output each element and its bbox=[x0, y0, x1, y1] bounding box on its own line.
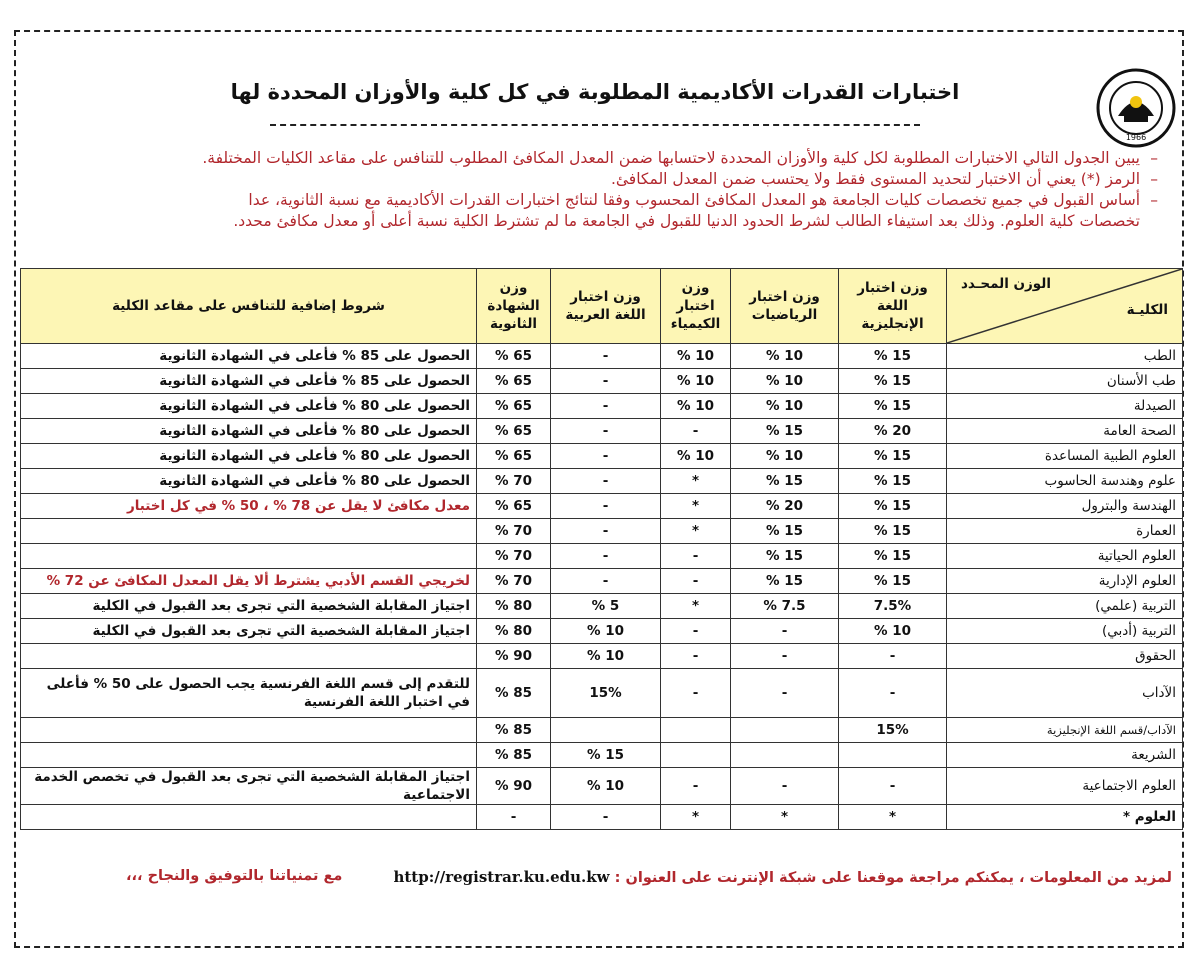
cell-math: * bbox=[731, 805, 839, 830]
cell-faculty: الآداب/قسم اللغة الإنجليزية bbox=[947, 718, 1183, 743]
cell-math: 7.5 % bbox=[731, 594, 839, 619]
note-line: يبين الجدول التالي الاختبارات المطلوبة لكل كلية والأوزان المحددة لاحتسابها ضمن المعدل المكافئ المطلوب للتنافس على مقاعد الكليات المختلفة. bbox=[202, 149, 1140, 167]
table-row bbox=[21, 344, 1183, 369]
cell-arabic: 10 % bbox=[551, 644, 661, 669]
table-row bbox=[21, 494, 1183, 519]
header-corner bbox=[947, 269, 1183, 344]
cell-english: 15 % bbox=[839, 519, 947, 544]
cell-conditions: اجتياز المقابلة الشخصية التي تجرى بعد القبول في الكلية bbox=[21, 619, 477, 644]
cell-math: 15 % bbox=[731, 519, 839, 544]
cell-english: 15 % bbox=[839, 569, 947, 594]
cell-arabic: 5 % bbox=[551, 594, 661, 619]
cell-math: 10 % bbox=[731, 444, 839, 469]
header-chemistry: وزن اختبار الكيمياء bbox=[661, 269, 731, 344]
cell-math bbox=[731, 743, 839, 768]
cell-faculty: التربية (أدبي) bbox=[947, 619, 1183, 644]
cell-conditions bbox=[21, 519, 477, 544]
page-title: اختبارات القدرات الأكاديمية المطلوبة في كل كلية والأوزان المحددة لها bbox=[230, 80, 960, 104]
cell-secondary: 70 % bbox=[477, 519, 551, 544]
cell-arabic: - bbox=[551, 444, 661, 469]
cell-arabic: - bbox=[551, 419, 661, 444]
table-row bbox=[21, 444, 1183, 469]
cell-faculty: علوم وهندسة الحاسوب bbox=[947, 469, 1183, 494]
cell-arabic: - bbox=[551, 344, 661, 369]
cell-english: 15 % bbox=[839, 394, 947, 419]
cell-arabic bbox=[551, 718, 661, 743]
cell-math: - bbox=[731, 644, 839, 669]
cell-chemistry: - bbox=[661, 644, 731, 669]
cell-arabic: - bbox=[551, 469, 661, 494]
table-row bbox=[21, 718, 1183, 743]
table-row bbox=[21, 594, 1183, 619]
cell-faculty: الشريعة bbox=[947, 743, 1183, 768]
cell-faculty: العلوم الاجتماعية bbox=[947, 768, 1183, 805]
cell-chemistry: - bbox=[661, 419, 731, 444]
cell-english: 20 % bbox=[839, 419, 947, 444]
cell-math: - bbox=[731, 619, 839, 644]
cell-secondary: 65 % bbox=[477, 369, 551, 394]
cell-chemistry: * bbox=[661, 494, 731, 519]
cell-secondary: 70 % bbox=[477, 569, 551, 594]
cell-chemistry: 10 % bbox=[661, 369, 731, 394]
table-row bbox=[21, 419, 1183, 444]
cell-english bbox=[839, 743, 947, 768]
note-item bbox=[88, 190, 1158, 232]
cell-chemistry: - bbox=[661, 768, 731, 805]
cell-arabic: 15% bbox=[551, 669, 661, 718]
cell-chemistry bbox=[661, 718, 731, 743]
cell-arabic: 15 % bbox=[551, 743, 661, 768]
cell-conditions bbox=[21, 544, 477, 569]
cell-chemistry: * bbox=[661, 469, 731, 494]
cell-english: - bbox=[839, 768, 947, 805]
note-item bbox=[88, 169, 1158, 190]
cell-chemistry: 10 % bbox=[661, 444, 731, 469]
cell-arabic: 10 % bbox=[551, 768, 661, 805]
table-row bbox=[21, 768, 1183, 805]
cell-secondary: 85 % bbox=[477, 718, 551, 743]
cell-secondary: - bbox=[477, 805, 551, 830]
table-row bbox=[21, 369, 1183, 394]
cell-faculty: الطب bbox=[947, 344, 1183, 369]
table-row bbox=[21, 519, 1183, 544]
cell-chemistry: * bbox=[661, 805, 731, 830]
header-weight-label: الوزن المحـدد bbox=[961, 276, 1051, 292]
cell-english: 15 % bbox=[839, 444, 947, 469]
note-item bbox=[88, 148, 1158, 169]
cell-conditions: الحصول على 80 % فأعلى في الشهادة الثانوية bbox=[21, 469, 477, 494]
cell-conditions: اجتياز المقابلة الشخصية التي تجرى بعد القبول في تخصص الخدمة الاجتماعية bbox=[21, 768, 477, 805]
table-row bbox=[21, 569, 1183, 594]
admission-weights-table bbox=[20, 268, 1183, 830]
cell-english: 7.5% bbox=[839, 594, 947, 619]
cell-arabic: - bbox=[551, 805, 661, 830]
header-arabic: وزن اختبار اللغة العربية bbox=[551, 269, 661, 344]
cell-arabic: - bbox=[551, 369, 661, 394]
cell-secondary: 80 % bbox=[477, 594, 551, 619]
cell-chemistry: * bbox=[661, 519, 731, 544]
cell-faculty: الهندسة والبترول bbox=[947, 494, 1183, 519]
cell-chemistry: 10 % bbox=[661, 344, 731, 369]
note-line: الرمز (*) يعني أن الاختبار لتحديد المستوى فقط ولا يحتسب ضمن المعدل المكافئ. bbox=[610, 170, 1140, 188]
cell-conditions bbox=[21, 743, 477, 768]
cell-english: 15 % bbox=[839, 469, 947, 494]
cell-conditions: الحصول على 80 % فأعلى في الشهادة الثانوية bbox=[21, 419, 477, 444]
cell-math bbox=[731, 718, 839, 743]
cell-secondary: 65 % bbox=[477, 344, 551, 369]
cell-math: 10 % bbox=[731, 344, 839, 369]
cell-arabic: - bbox=[551, 544, 661, 569]
table-row bbox=[21, 669, 1183, 718]
table-row bbox=[21, 394, 1183, 419]
cell-english: 15 % bbox=[839, 494, 947, 519]
cell-conditions: الحصول على 85 % فأعلى في الشهادة الثانوية bbox=[21, 344, 477, 369]
cell-faculty: الحقوق bbox=[947, 644, 1183, 669]
cell-faculty: العمارة bbox=[947, 519, 1183, 544]
header-math: وزن اختبار الرياضيات bbox=[731, 269, 839, 344]
cell-chemistry: - bbox=[661, 569, 731, 594]
cell-conditions: الحصول على 80 % فأعلى في الشهادة الثانوية bbox=[21, 394, 477, 419]
cell-english: 15% bbox=[839, 718, 947, 743]
cell-english: - bbox=[839, 644, 947, 669]
cell-math: 10 % bbox=[731, 369, 839, 394]
cell-secondary: 70 % bbox=[477, 544, 551, 569]
table-row bbox=[21, 469, 1183, 494]
cell-faculty: الآداب bbox=[947, 669, 1183, 718]
cell-chemistry: - bbox=[661, 544, 731, 569]
cell-secondary: 65 % bbox=[477, 394, 551, 419]
cell-faculty: العلوم الحياتية bbox=[947, 544, 1183, 569]
cell-math: 20 % bbox=[731, 494, 839, 519]
title-divider bbox=[270, 124, 920, 126]
footer-more-info-text: لمزيد من المعلومات ، يمكنكم مراجعة موقعنا على شبكة الإنترنت على العنوان : bbox=[614, 870, 1172, 886]
cell-arabic: - bbox=[551, 569, 661, 594]
cell-math: 10 % bbox=[731, 394, 839, 419]
cell-faculty: التربية (علمي) bbox=[947, 594, 1183, 619]
cell-math: 15 % bbox=[731, 569, 839, 594]
cell-conditions: الحصول على 80 % فأعلى في الشهادة الثانوية bbox=[21, 444, 477, 469]
cell-chemistry: 10 % bbox=[661, 394, 731, 419]
cell-secondary: 65 % bbox=[477, 419, 551, 444]
cell-faculty: العلوم الإدارية bbox=[947, 569, 1183, 594]
cell-chemistry: * bbox=[661, 594, 731, 619]
table-row bbox=[21, 743, 1183, 768]
footer-more-info bbox=[393, 868, 1172, 886]
cell-faculty: الصيدلة bbox=[947, 394, 1183, 419]
cell-conditions bbox=[21, 805, 477, 830]
cell-secondary: 80 % bbox=[477, 619, 551, 644]
cell-faculty: العلوم الطبية المساعدة bbox=[947, 444, 1183, 469]
cell-arabic: 10 % bbox=[551, 619, 661, 644]
notes-list bbox=[88, 148, 1158, 232]
cell-math: - bbox=[731, 768, 839, 805]
cell-arabic: - bbox=[551, 519, 661, 544]
cell-english: * bbox=[839, 805, 947, 830]
cell-faculty: الصحة العامة bbox=[947, 419, 1183, 444]
cell-conditions bbox=[21, 718, 477, 743]
note-line: أساس القبول في جميع تخصصات كليات الجامعة هو المعدل المكافئ المحسوب وفقا لنتائج اختبارات القدرات الأكاديمية مع نسبة الثانوية، عدا bbox=[248, 191, 1140, 209]
footer-wishes: مع تمنياتنا بالتوفيق والنجاح ،،، bbox=[126, 868, 343, 884]
cell-secondary: 85 % bbox=[477, 743, 551, 768]
university-seal-icon bbox=[1096, 68, 1176, 148]
cell-faculty: طب الأسنان bbox=[947, 369, 1183, 394]
footer-url-link[interactable]: http://registrar.ku.edu.kw bbox=[393, 868, 610, 886]
cell-secondary: 90 % bbox=[477, 644, 551, 669]
cell-conditions: الحصول على 85 % فأعلى في الشهادة الثانوية bbox=[21, 369, 477, 394]
cell-math: - bbox=[731, 669, 839, 718]
header-faculty-label: الكليـة bbox=[1126, 302, 1168, 318]
cell-faculty: العلوم * bbox=[947, 805, 1183, 830]
cell-chemistry: - bbox=[661, 619, 731, 644]
table-row bbox=[21, 619, 1183, 644]
cell-conditions: معدل مكافئ لا يقل عن 78 % ، 50 % في كل اختبار bbox=[21, 494, 477, 519]
cell-english: 15 % bbox=[839, 344, 947, 369]
cell-conditions: للتقدم إلى قسم اللغة الفرنسية يجب الحصول على 50 % فأعلى في اختبار اللغة الفرنسية bbox=[21, 669, 477, 718]
cell-math: 15 % bbox=[731, 469, 839, 494]
cell-secondary: 70 % bbox=[477, 469, 551, 494]
cell-english: 10 % bbox=[839, 619, 947, 644]
cell-secondary: 90 % bbox=[477, 768, 551, 805]
cell-english: - bbox=[839, 669, 947, 718]
cell-chemistry bbox=[661, 743, 731, 768]
header-secondary: وزن الشهادة الثانوية bbox=[477, 269, 551, 344]
cell-secondary: 65 % bbox=[477, 494, 551, 519]
cell-math: 15 % bbox=[731, 419, 839, 444]
cell-secondary: 65 % bbox=[477, 444, 551, 469]
header-conditions: شروط إضافية للتنافس على مقاعد الكلية bbox=[21, 269, 477, 344]
table-row bbox=[21, 805, 1183, 830]
cell-chemistry: - bbox=[661, 669, 731, 718]
cell-arabic: - bbox=[551, 494, 661, 519]
cell-conditions: اجتياز المقابلة الشخصية التي تجرى بعد القبول في الكلية bbox=[21, 594, 477, 619]
seal-year: 1966 bbox=[1125, 133, 1147, 142]
header-english: وزن اختبار اللغة الإنجليزية bbox=[839, 269, 947, 344]
cell-english: 15 % bbox=[839, 544, 947, 569]
note-line: تخصصات كلية العلوم. وذلك بعد استيفاء الطالب لشرط الحدود الدنيا للقبول في الجامعة ما لم تشترط الكلية نسبة أعلى أو معدل مكافئ محدد. bbox=[233, 212, 1140, 230]
cell-math: 15 % bbox=[731, 544, 839, 569]
cell-conditions: لخريجي القسم الأدبي يشترط ألا يقل المعدل المكافئ عن 72 % bbox=[21, 569, 477, 594]
table-row bbox=[21, 544, 1183, 569]
cell-conditions bbox=[21, 644, 477, 669]
table-row bbox=[21, 644, 1183, 669]
cell-arabic: - bbox=[551, 394, 661, 419]
cell-secondary: 85 % bbox=[477, 669, 551, 718]
cell-english: 15 % bbox=[839, 369, 947, 394]
